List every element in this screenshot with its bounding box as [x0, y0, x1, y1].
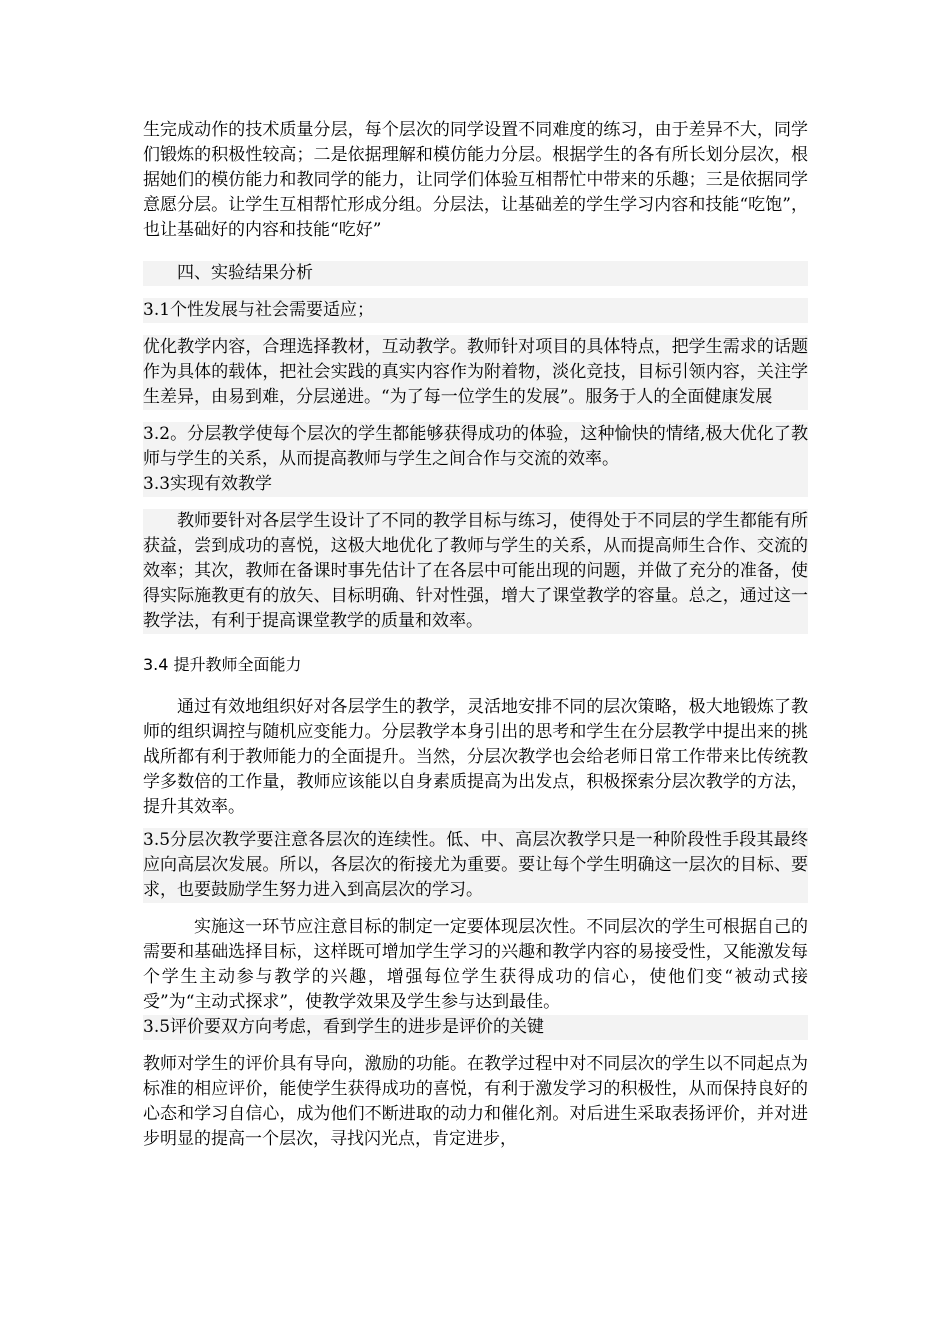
document-page	[143, 118, 808, 1152]
paragraph-3-5-goals: 实施这一环节应注意目标的制定一定要体现层次性。不同层次的学生可根据自己的需要和基础选择目标，这样既可增加学生学习的兴趣和教学内容的易接受性，又能激发每个学生主动参与教学的兴趣，增强每位学生获得成功的信心，使他们变“被动式接受”为“主动式探求”，使教学效果及学生参与达到最佳。	[143, 917, 808, 1012]
paragraph-evaluation: 教师对学生的评价具有导向，激励的功能。在教学过程中对不同层次的学生以不同起点为标准的相应评价，能使学生获得成功的喜悦，有利于激发学习的积极性，从而保持良好的心态和学习自信心，成为他们不断进取的动力和催化剂。对后进生采取表扬评价，并对进步明显的提高一个层次，寻找闪光点，肯定进步，	[143, 1054, 808, 1149]
heading-3-3: 3.3实现有效教学	[143, 472, 808, 497]
paragraph-3-2: 3.2。分层教学使每个层次的学生都能够获得成功的体验，这种愉快的情绪,极大优化了教师与学生的关系，从而提高教师与学生之间合作与交流的效率。	[143, 422, 808, 472]
paragraph-3-5-continuity: 3.5分层次教学要注意各层次的连续性。低、中、高层次教学只是一种阶段性手段其最终应向高层次发展。所以，各层次的衔接尤为重要。要让每个学生明确这一层次的目标、要求，也要鼓励学生努力进入到高层次的学习。	[143, 828, 808, 903]
section-heading-results: 四、实验结果分析	[143, 261, 808, 286]
heading-3-5-evaluation: 3.5评价要双方向考虑，看到学生的进步是评价的关键	[143, 1015, 808, 1040]
paragraph-3-1: 优化教学内容，合理选择教材，互动教学。教师针对项目的具体特点，把学生需求的话题作为具体的载体，把社会实践的真实内容作为附着物，淡化竞技，目标引领内容，关注学生差异，由易到难，分层递进。“为了每一位学生的发展”。服务于人的全面健康发展	[143, 335, 808, 410]
paragraph-3-3: 教师要针对各层学生设计了不同的教学目标与练习，使得处于不同层的学生都能有所获益，尝到成功的喜悦，这极大地优化了教师与学生的关系，从而提高师生合作、交流的效率；其次，教师在备课时事先估计了在各层中可能出现的问题，并做了充分的准备，使得实际施教更有的放矢、目标明确、针对性强，增大了课堂教学的容量。总之，通过这一教学法，有利于提高课堂教学的质量和效率。	[143, 509, 808, 634]
paragraph-layering-methods: 生完成动作的技术质量分层，每个层次的同学设置不同难度的练习，由于差异不大，同学们锻炼的积极性较高；二是依据理解和模仿能力分层。根据学生的各有所长划分层次，根据她们的模仿能力和教同学的能力，让同学们体验互相帮忙中带来的乐趣；三是依据同学意愿分层。让学生互相帮忙形成分组。分层法，让基础差的学生学习内容和技能“吃饱”，也让基础好的内容和技能“吃好”	[143, 120, 808, 240]
heading-3-4: 3.4 提升教师全面能力	[143, 655, 302, 674]
heading-3-1: 3.1个性发展与社会需要适应；	[143, 298, 808, 323]
paragraph-3-4: 通过有效地组织好对各层学生的教学，灵活地安排不同的层次策略，极大地锻炼了教师的组织调控与随机应变能力。分层教学本身引出的思考和学生在分层教学中提出来的挑战所都有利于教师能力的全面提升。当然，分层次教学也会给老师日常工作带来比传统教学多数倍的工作量，教师应该能以自身素质提高为出发点，积极探索分层次教学的方法，提升其效率。	[143, 697, 808, 817]
